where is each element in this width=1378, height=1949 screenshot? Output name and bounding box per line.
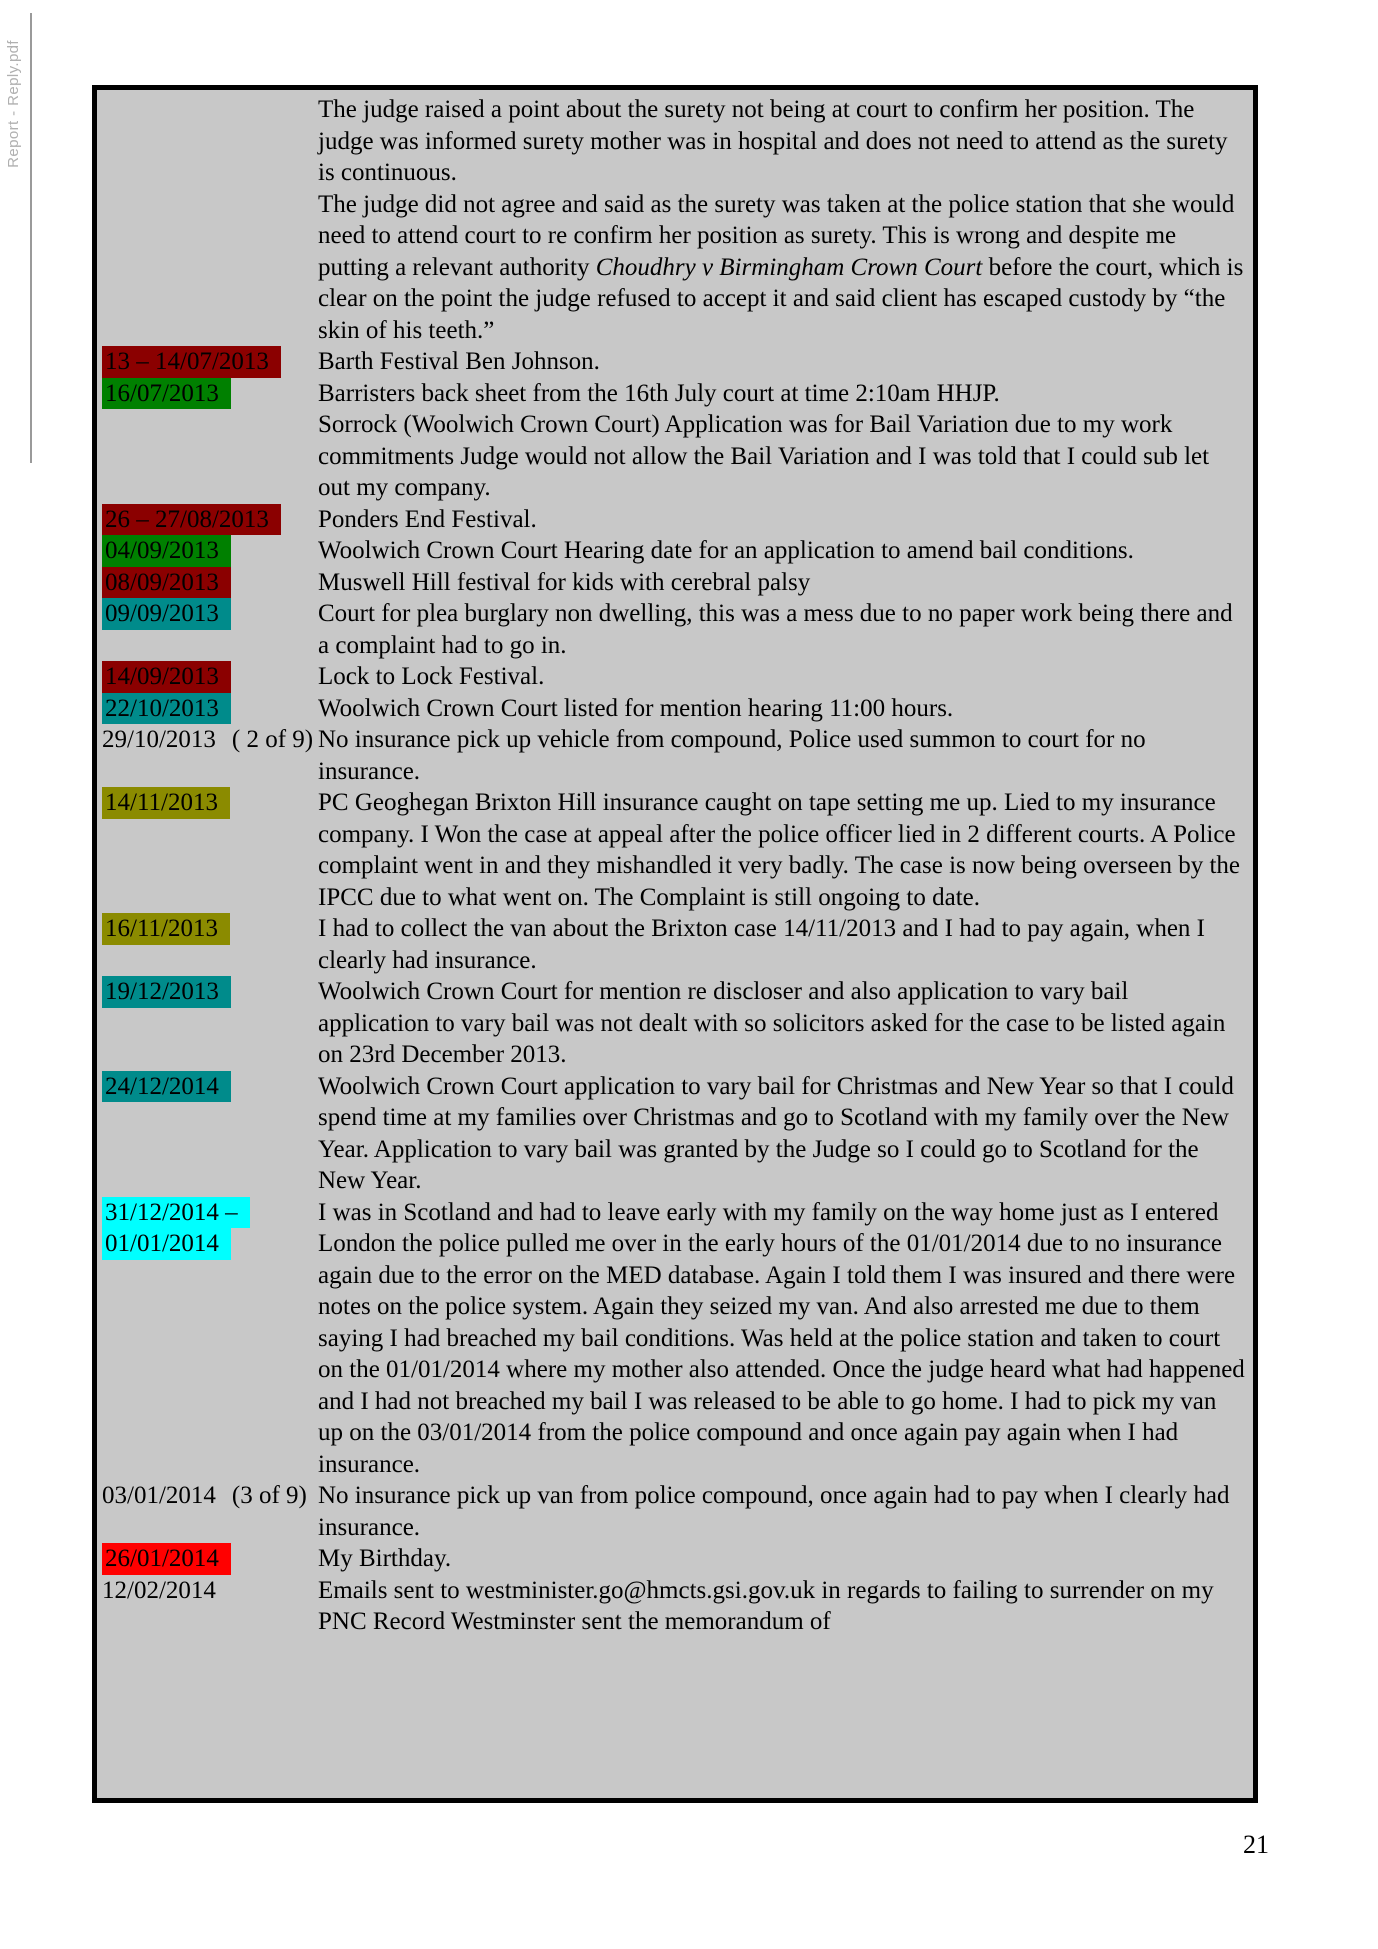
entry-text <box>318 567 1253 599</box>
entry-paragraph <box>318 409 1245 504</box>
paragraph-text: My Birthday. <box>318 1545 452 1572</box>
paragraph-text: Lock to Lock Festival. <box>318 663 545 690</box>
date-line <box>102 1071 318 1103</box>
entry-date <box>102 913 318 945</box>
sidebar-divider-line <box>30 13 32 463</box>
table-row <box>102 913 1253 976</box>
date-line <box>102 693 318 725</box>
entry-date <box>102 787 318 819</box>
date-highlight: 14/09/2013 <box>102 661 231 693</box>
date-highlight: 26 – 27/08/2013 <box>102 504 281 536</box>
entry-text <box>318 787 1253 913</box>
page-number: 21 <box>1243 1830 1269 1859</box>
table-row <box>102 976 1253 1071</box>
paragraph-text: Woolwich Crown Court Hearing date for an application to amend bail conditions. <box>318 537 1134 564</box>
date-line <box>102 567 318 599</box>
entry-paragraph <box>318 1071 1245 1197</box>
entry-text <box>318 535 1253 567</box>
paragraph-text: Ponders End Festival. <box>318 505 537 533</box>
date-highlight: 31/12/2014 – <box>102 1197 250 1229</box>
paragraph-text: Woolwich Crown Court application to vary bail for Christmas and New Year so that I could spend time at my families over Christmas and go to Scotland with my family over the New Year. Application to vary bail was granted by the Judge so I could go to Scotland for the New Year. <box>318 1072 1234 1194</box>
date-line <box>102 1575 318 1607</box>
entry-text <box>318 346 1253 378</box>
table-row <box>102 1575 1253 1638</box>
entry-date <box>102 598 318 630</box>
date-highlight: 14/11/2013 <box>102 787 230 819</box>
entry-paragraph <box>318 1480 1245 1543</box>
entry-paragraph <box>318 693 1245 725</box>
table-row <box>102 1071 1253 1197</box>
table-row <box>102 346 1253 378</box>
entry-date <box>102 661 318 693</box>
entry-paragraph <box>318 94 1245 189</box>
date-line <box>102 724 318 756</box>
date-line <box>102 535 318 567</box>
paragraph-text: I was in Scotland and had to leave early with my family on the way home just as I entered London the police pulled me over in the early hours of the 01/01/2014 due to no insurance again due to the error on the MED database. Again I told them I was insured and there were notes on the police system. Again they seized my van. And also arrested me due to them saying I had breached my bail conditions. Was held at the police station and taken to court on the 01/01/2014 where my mother also attended. Once the judge heard what had happened and I had not breached my bail I was released to be able to go home. I had to pick my van up on the 03/01/2014 from the police compound and once again pay again when I had insurance. <box>318 1198 1245 1478</box>
document-page <box>92 85 1258 1803</box>
date-line <box>102 504 318 536</box>
entry-text <box>318 1575 1253 1638</box>
paragraph-text: I had to collect the van about the Brixton case 14/11/2013 and I had to pay again, when I clearly had insurance. <box>318 915 1206 974</box>
entry-paragraph <box>318 976 1245 1071</box>
date-highlight: 26/01/2014 <box>102 1543 231 1575</box>
table-row <box>102 724 1253 787</box>
date-highlight: 22/10/2013 <box>102 693 231 725</box>
table-row <box>102 189 1253 347</box>
date-highlight: 01/01/2014 <box>102 1228 231 1260</box>
entry-paragraph <box>318 378 1245 410</box>
entry-date <box>102 1071 318 1103</box>
entry-text <box>318 1071 1253 1197</box>
entry-text <box>318 693 1253 725</box>
entry-text <box>318 189 1253 347</box>
entry-text <box>318 661 1253 693</box>
date-highlight: 24/12/2014 <box>102 1071 231 1103</box>
paragraph-text: The judge did not agree and said as the surety was taken at the police station that she would need to attend court to re confirm her position as surety. This is wrong and despite me putting a relevant authority <box>318 190 1235 281</box>
date-text: 03/01/2014 <box>102 1482 216 1509</box>
entry-paragraph <box>318 504 1245 536</box>
entry-paragraph <box>318 913 1245 976</box>
table-row <box>102 535 1253 567</box>
paragraph-text: Muswell Hill festival for kids with cerebral palsy <box>318 568 811 596</box>
entry-paragraph <box>318 535 1245 567</box>
paragraph-text: before the court, which is clear on the point the judge refused to accept it and said client has escaped custody by “the skin of his teeth.” <box>318 253 1244 344</box>
entry-date <box>102 1543 318 1575</box>
entry-paragraph <box>318 1197 1245 1481</box>
table-row <box>102 378 1253 504</box>
paragraph-text: Barth Festival Ben Johnson. <box>318 348 600 375</box>
entry-text <box>318 94 1253 189</box>
date-highlight: 19/12/2013 <box>102 976 231 1008</box>
paragraph-text: The judge raised a point about the surety not being at court to confirm her position. The judge was informed surety mother was in hospital and does not need to attend as the surety is continuous. <box>318 96 1228 186</box>
entry-date <box>102 1197 318 1260</box>
entry-date <box>102 504 318 536</box>
table-row <box>102 504 1253 536</box>
entry-date <box>102 693 318 725</box>
date-highlight: 09/09/2013 <box>102 598 231 630</box>
date-line <box>102 913 318 945</box>
date-line <box>102 976 318 1008</box>
date-line <box>102 1480 318 1512</box>
date-line <box>102 1228 318 1260</box>
paragraph-text: No insurance pick up van from police compound, once again had to pay when I clearly had insurance. <box>318 1482 1230 1541</box>
entry-paragraph <box>318 1575 1245 1638</box>
date-count-suffix: ( 2 of 9) <box>231 726 314 753</box>
date-text: 12/02/2014 <box>102 1576 216 1604</box>
entry-text <box>318 378 1253 504</box>
entry-paragraph <box>318 661 1245 693</box>
entry-paragraph <box>318 189 1245 347</box>
entry-date <box>102 1480 318 1512</box>
entry-date <box>102 976 318 1008</box>
date-text: 29/10/2013 <box>102 726 216 753</box>
entry-text <box>318 913 1253 976</box>
date-line <box>102 598 318 630</box>
paragraph-text: PC Geoghegan Brixton Hill insurance caught on tape setting me up. Lied to my insurance company. I Won the case at appeal after the police officer lied in 2 different courts. A Police complaint went in and they mishandled it very badly. The case is now being overseen by the IPCC due to what went on. The Complaint is still ongoing to date. <box>318 789 1240 911</box>
date-line <box>102 661 318 693</box>
entry-text <box>318 598 1253 661</box>
date-highlight: 04/09/2013 <box>102 535 231 567</box>
date-line <box>102 378 318 410</box>
date-highlight: 08/09/2013 <box>102 567 231 599</box>
table-row <box>102 1543 1253 1575</box>
entry-text <box>318 724 1253 787</box>
case-citation-italic: Choudhry v Birmingham Crown Court <box>595 253 983 281</box>
table-row <box>102 94 1253 189</box>
entry-text <box>318 1543 1253 1575</box>
entries-table <box>102 94 1253 1638</box>
entry-text <box>318 976 1253 1071</box>
paragraph-text: Court for plea burglary non dwelling, this was a mess due to no paper work being there and a complaint had to go in. <box>318 600 1233 659</box>
paragraph-text: Barristers back sheet from the 16th July court at time 2:10am HHJP. <box>318 379 1000 407</box>
entry-date <box>102 346 318 378</box>
date-count-suffix: (3 of 9) <box>231 1482 307 1509</box>
table-row <box>102 661 1253 693</box>
table-row <box>102 693 1253 725</box>
entry-paragraph <box>318 598 1245 661</box>
entry-date <box>102 1575 318 1607</box>
entry-paragraph <box>318 724 1245 787</box>
entry-text <box>318 1480 1253 1543</box>
paragraph-text: No insurance pick up vehicle from compound, Police used summon to court for no insurance. <box>318 726 1146 785</box>
entry-paragraph <box>318 346 1245 378</box>
entry-paragraph <box>318 567 1245 599</box>
entry-date <box>102 378 318 410</box>
date-highlight: 16/07/2013 <box>102 378 231 410</box>
entry-date <box>102 567 318 599</box>
table-row <box>102 1480 1253 1543</box>
date-highlight: 16/11/2013 <box>102 913 230 945</box>
entry-date <box>102 724 318 756</box>
file-tab-label[interactable]: Report - Reply.pdf <box>5 40 22 168</box>
paragraph-text: Sorrock (Woolwich Crown Court) Application was for Bail Variation due to my work commitments Judge would not allow the Bail Variation and I was told that I could sub let out my company. <box>318 411 1210 501</box>
table-row <box>102 598 1253 661</box>
paragraph-text: Woolwich Crown Court listed for mention hearing 11:00 hours. <box>318 694 954 722</box>
table-row <box>102 567 1253 599</box>
entry-text <box>318 504 1253 536</box>
paragraph-text: Woolwich Crown Court for mention re discloser and also application to vary bail application to vary bail was not dealt with so solicitors asked for the case to be listed again on 23rd December 2013. <box>318 978 1226 1068</box>
paragraph-text: Emails sent to westminister.go@hmcts.gsi.gov.uk in regards to failing to surrender on my PNC Record Westminster sent the memorandum of <box>318 1576 1214 1635</box>
entry-date <box>102 535 318 567</box>
table-row <box>102 787 1253 913</box>
date-line <box>102 1543 318 1575</box>
date-highlight: 13 – 14/07/2013 <box>102 346 281 378</box>
entry-paragraph <box>318 787 1245 913</box>
entry-text <box>318 1197 1253 1481</box>
table-row <box>102 1197 1253 1481</box>
date-line <box>102 1197 318 1229</box>
date-line <box>102 346 318 378</box>
date-line <box>102 787 318 819</box>
entry-paragraph <box>318 1543 1245 1575</box>
